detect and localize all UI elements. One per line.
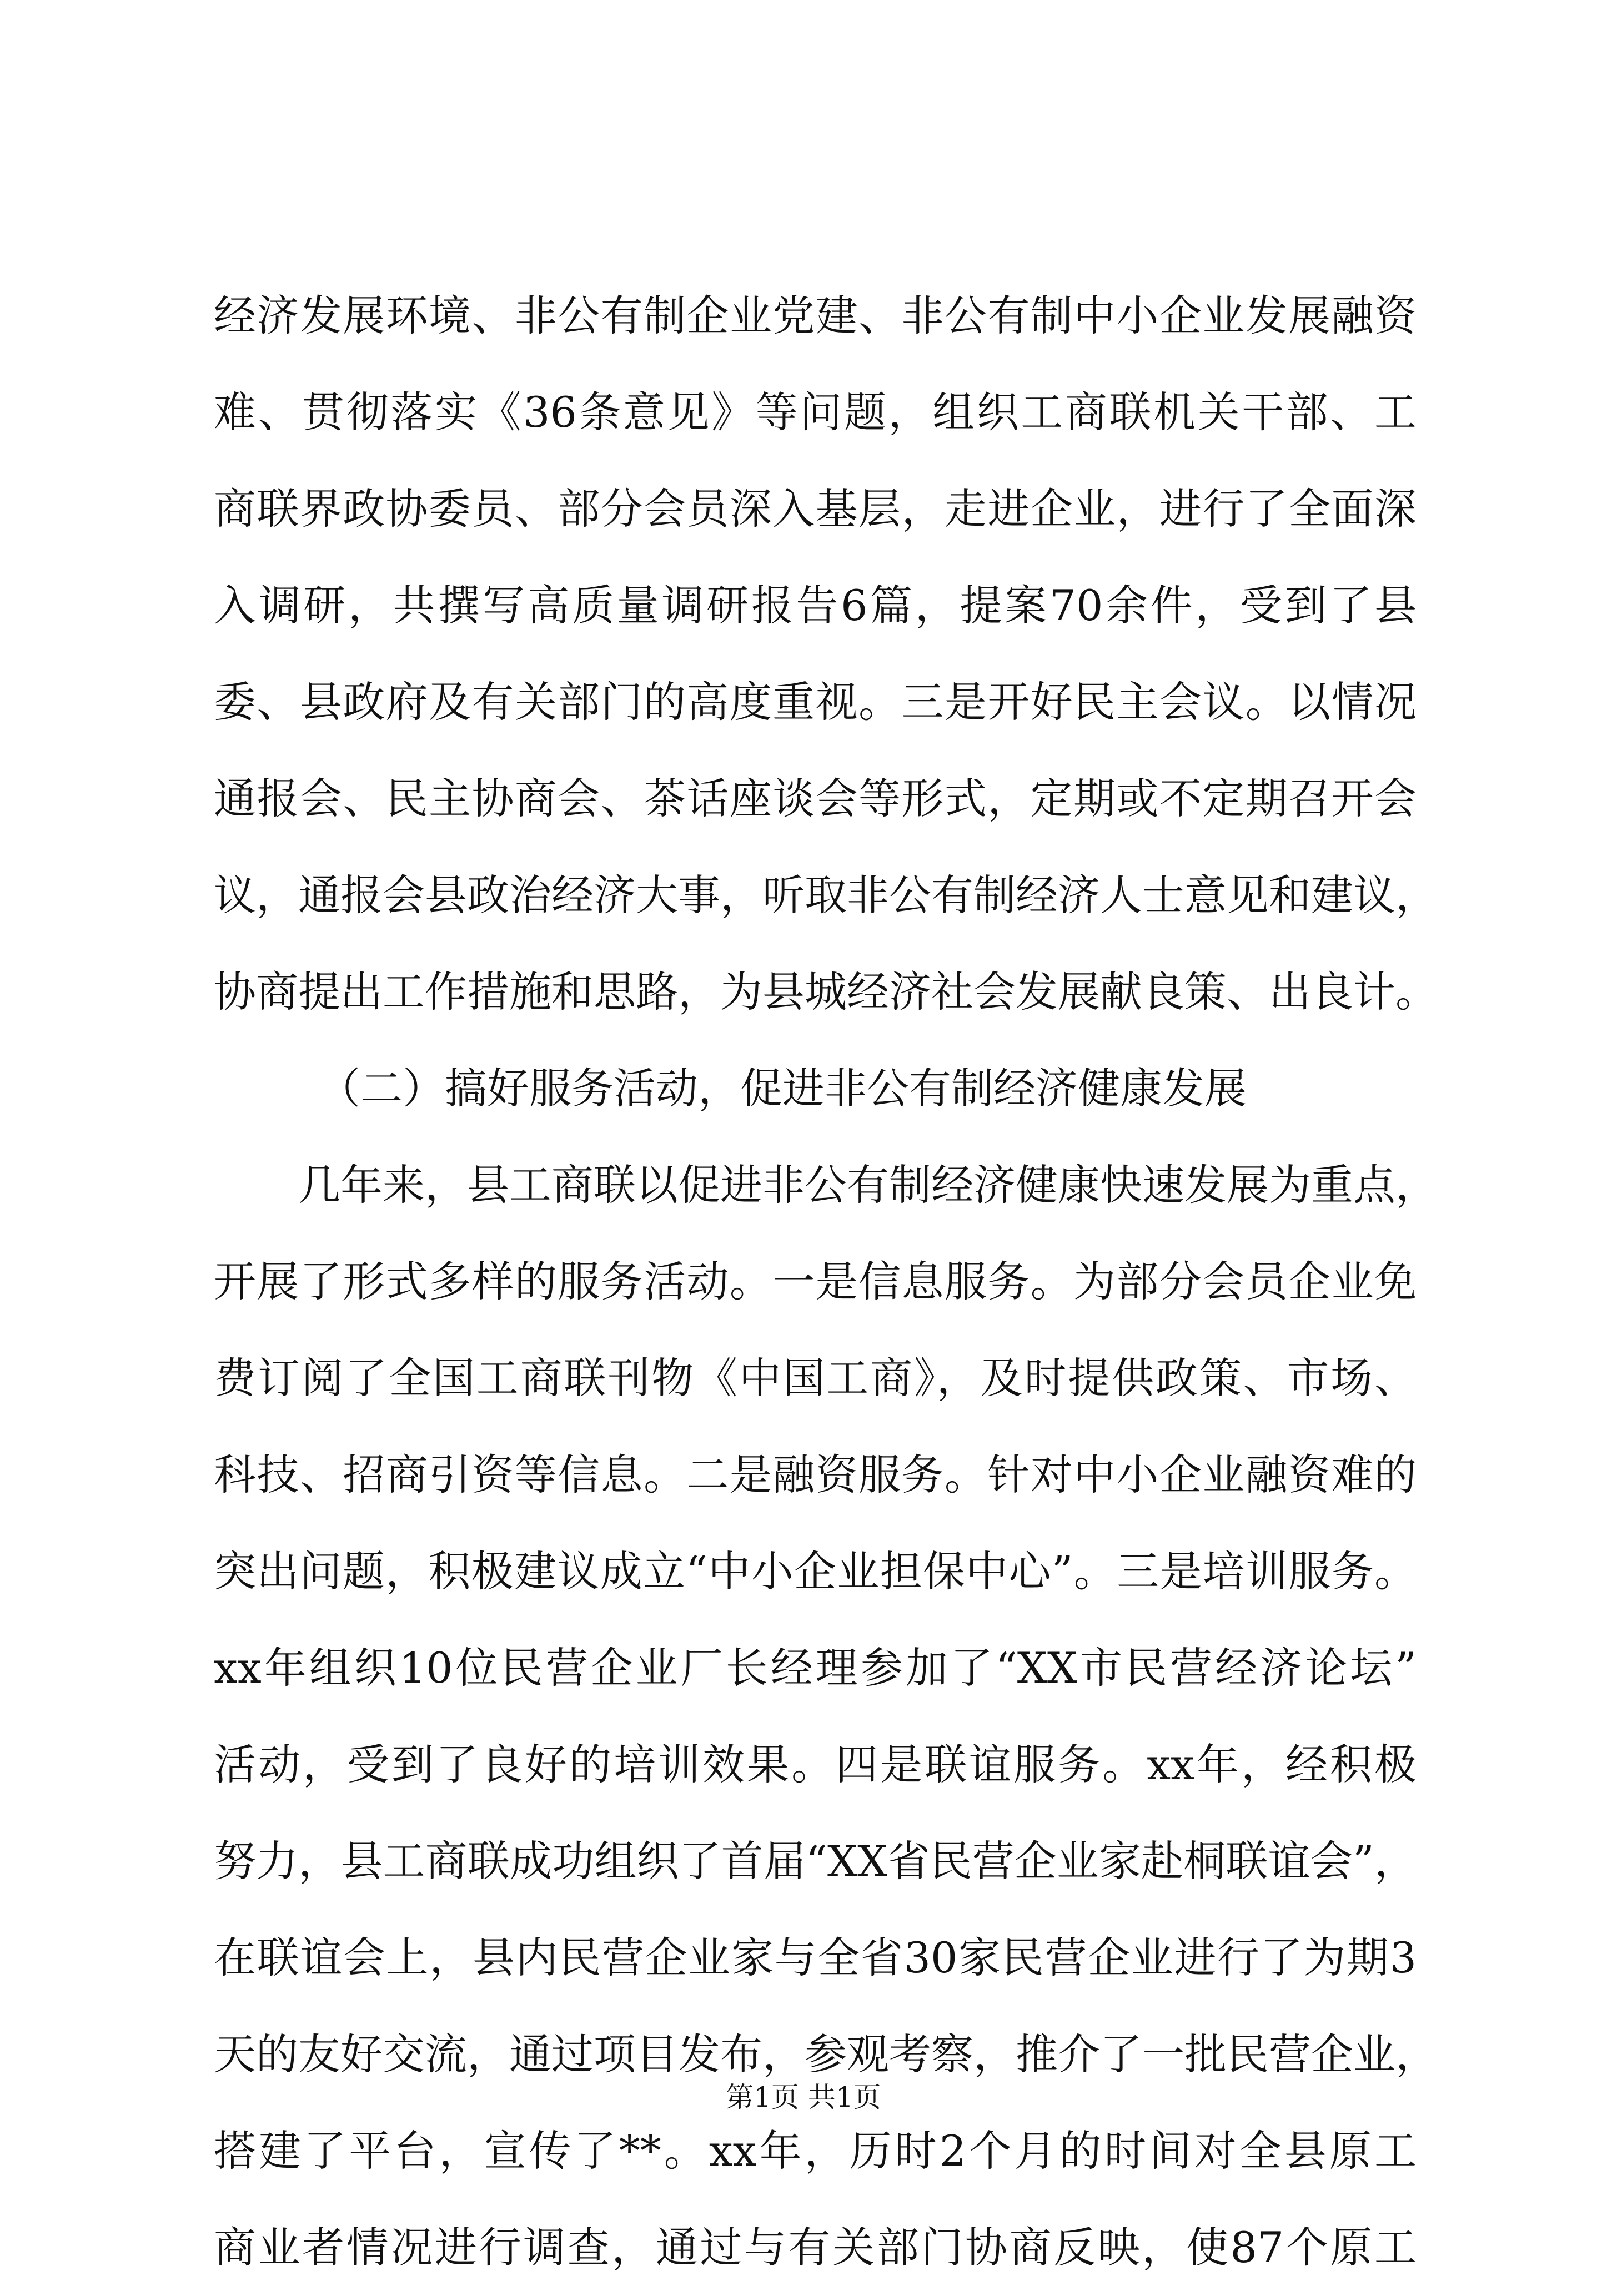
page-footer: 第1页 共1页: [726, 2081, 881, 2113]
text-line: 几年来，县工商联以促进非公有制经济健康快速发展为重点，: [298, 1160, 1438, 1210]
text-line: xx年组织10位民营企业厂长经理参加了“XX市民营经济论坛”: [214, 1643, 1417, 1693]
text-line: 天的友好交流，通过项目发布，参观考察，推介了一批民营企业，: [214, 2030, 1438, 2079]
text-line: 商业者情况进行调查，通过与有关部门协商反映，使87个原工: [214, 2223, 1417, 2272]
text-line: 费订阅了全国工商联刊物《中国工商》，及时提供政策、市场、: [214, 1353, 1417, 1403]
text-line: 开展了形式多样的服务活动。一是信息服务。为部分会员企业免: [214, 1257, 1417, 1306]
text-line: 议，通报会县政治经济大事，听取非公有制经济人士意见和建议，: [214, 870, 1438, 920]
text-line: 努力，县工商联成功组织了首届“XX省民营企业家赴桐联谊会”，: [214, 1836, 1417, 1886]
text-line: 委、县政府及有关部门的高度重视。三是开好民主会议。以情况: [214, 677, 1417, 727]
text-line: 经济发展环境、非公有制企业党建、非公有制中小企业发展融资: [214, 291, 1417, 340]
section-heading: （二）搞好服务活动，促进非公有制经济健康发展: [318, 1064, 1247, 1113]
text-line: 科技、招商引资等信息。二是融资服务。针对中小企业融资难的: [214, 1450, 1417, 1499]
text-line: 活动，受到了良好的培训效果。四是联谊服务。xx年，经积极: [214, 1740, 1417, 1789]
text-line: 商联界政协委员、部分会员深入基层，走进企业，进行了全面深: [214, 484, 1417, 533]
text-line: 通报会、民主协商会、茶话座谈会等形式，定期或不定期召开会: [214, 774, 1417, 823]
text-line: 难、贯彻落实《36条意见》等问题，组织工商联机关干部、工: [214, 387, 1417, 437]
document-body: [214, 268, 1438, 2296]
text-line: 突出问题，积极建议成立“中小企业担保中心”。三是培训服务。: [214, 1547, 1417, 1596]
text-line: 入调研，共撰写高质量调研报告6篇，提案70余件，受到了县: [214, 581, 1417, 630]
text-line: 协商提出工作措施和思路，为县城经济社会发展献良策、出良计。: [214, 967, 1438, 1016]
text-line: 搭建了平台，宣传了**。xx年，历时2个月的时间对全县原工: [214, 2126, 1417, 2176]
text-line: 在联谊会上，县内民营企业家与全省30家民营企业进行了为期3: [214, 1933, 1417, 1982]
